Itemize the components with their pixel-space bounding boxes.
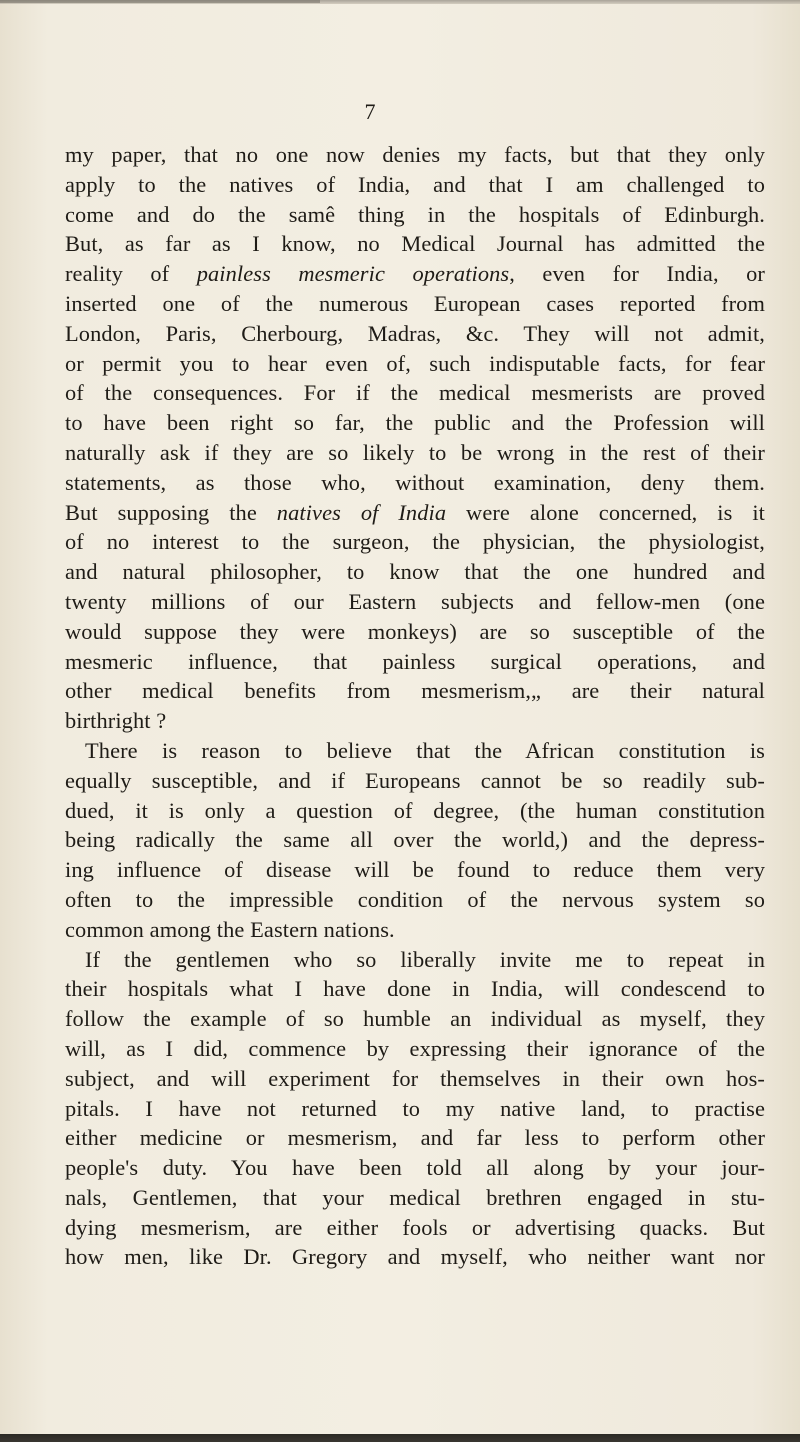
text-line: will, as I did, commence by expressing their ignorance of the xyxy=(65,1035,765,1061)
text-line: other medical benefits from mesmerism,„ are their natural xyxy=(65,678,765,704)
text-line: of no interest to the surgeon, the physician, the physiologist, xyxy=(65,529,765,555)
text-line: statements, as those who, without examination, deny them. xyxy=(65,469,765,495)
text-line: pitals. I have not returned to my native land, to practise xyxy=(65,1095,765,1121)
text-line: how men, like Dr. Gregory and myself, who neither want nor xyxy=(65,1244,765,1270)
text-line: inserted one of the numerous European cases reported from xyxy=(65,290,765,316)
text-line: would suppose they were monkeys) are so susceptible of the xyxy=(65,618,765,644)
italic-phrase: natives of India xyxy=(276,499,447,525)
text-line: dying mesmerism, are either fools or advertising quacks. But xyxy=(65,1214,765,1240)
text-line: of the consequences. For if the medical mesmerists are proved xyxy=(65,380,765,406)
text-segment: were alone concerned, is it xyxy=(446,499,765,525)
text-segment: reality of xyxy=(65,261,197,287)
text-line: my paper, that no one now denies my facts, but that they only xyxy=(65,142,765,167)
text-line: But, as far as I know, no Medical Journal has admitted the xyxy=(65,231,765,257)
text-line: twenty millions of our Eastern subjects and fellow-men (one xyxy=(65,588,765,614)
top-edge-shadow xyxy=(0,0,320,3)
text-line: apply to the natives of India, and that I am challenged to xyxy=(65,171,765,197)
text-line: dued, it is only a question of degree, (the human constitution xyxy=(65,797,765,823)
text-segment: , even for India, or xyxy=(509,261,765,287)
text-line: birthright ? xyxy=(65,708,167,734)
text-line xyxy=(65,259,765,289)
text-line: often to the impressible condition of the nervous system so xyxy=(65,886,765,912)
text-line: come and do the samê thing in the hospitals of Edinburgh. xyxy=(65,201,765,227)
italic-phrase: painless mesmeric operations xyxy=(196,261,510,287)
text-line: nals, Gentlemen, that your medical brethren engaged in stu- xyxy=(65,1184,765,1210)
text-line: their hospitals what I have done in India, will condescend to xyxy=(65,976,765,1002)
text-line: subject, and will experiment for themselves in their own hos- xyxy=(65,1065,765,1091)
bottom-edge-rule xyxy=(0,1434,800,1442)
text-line: naturally ask if they are so likely to be wrong in the rest of their xyxy=(65,439,765,465)
page-number: 7 xyxy=(364,99,376,124)
text-line: equally susceptible, and if Europeans cannot be so readily sub- xyxy=(65,767,765,793)
text-line: ing influence of disease will be found to reduce them very xyxy=(65,857,765,883)
text-line xyxy=(65,498,765,528)
text-line: London, Paris, Cherbourg, Madras, &c. They will not admit, xyxy=(65,320,765,346)
text-segment: But supposing the xyxy=(65,499,277,525)
text-line: There is reason to believe that the African constitution is xyxy=(85,737,765,763)
text-line: and natural philosopher, to know that the one hundred and xyxy=(65,559,765,585)
text-line: or permit you to hear even of, such indisputable facts, for fear xyxy=(65,350,765,376)
text-line: If the gentlemen who so liberally invite me to repeat in xyxy=(85,946,765,972)
text-line: being radically the same all over the world,) and the depress- xyxy=(65,827,765,853)
body-text xyxy=(65,140,765,1272)
text-line: either medicine or mesmerism, and far less to perform other xyxy=(65,1125,765,1151)
text-line: mesmeric influence, that painless surgical operations, and xyxy=(65,648,765,674)
text-line: common among the Eastern nations. xyxy=(65,916,395,942)
text-line: people's duty. You have been told all along by your jour- xyxy=(65,1155,765,1181)
text-line: follow the example of so humble an individual as myself, they xyxy=(65,1006,765,1032)
text-line: to have been right so far, the public and the Profession will xyxy=(65,410,765,436)
